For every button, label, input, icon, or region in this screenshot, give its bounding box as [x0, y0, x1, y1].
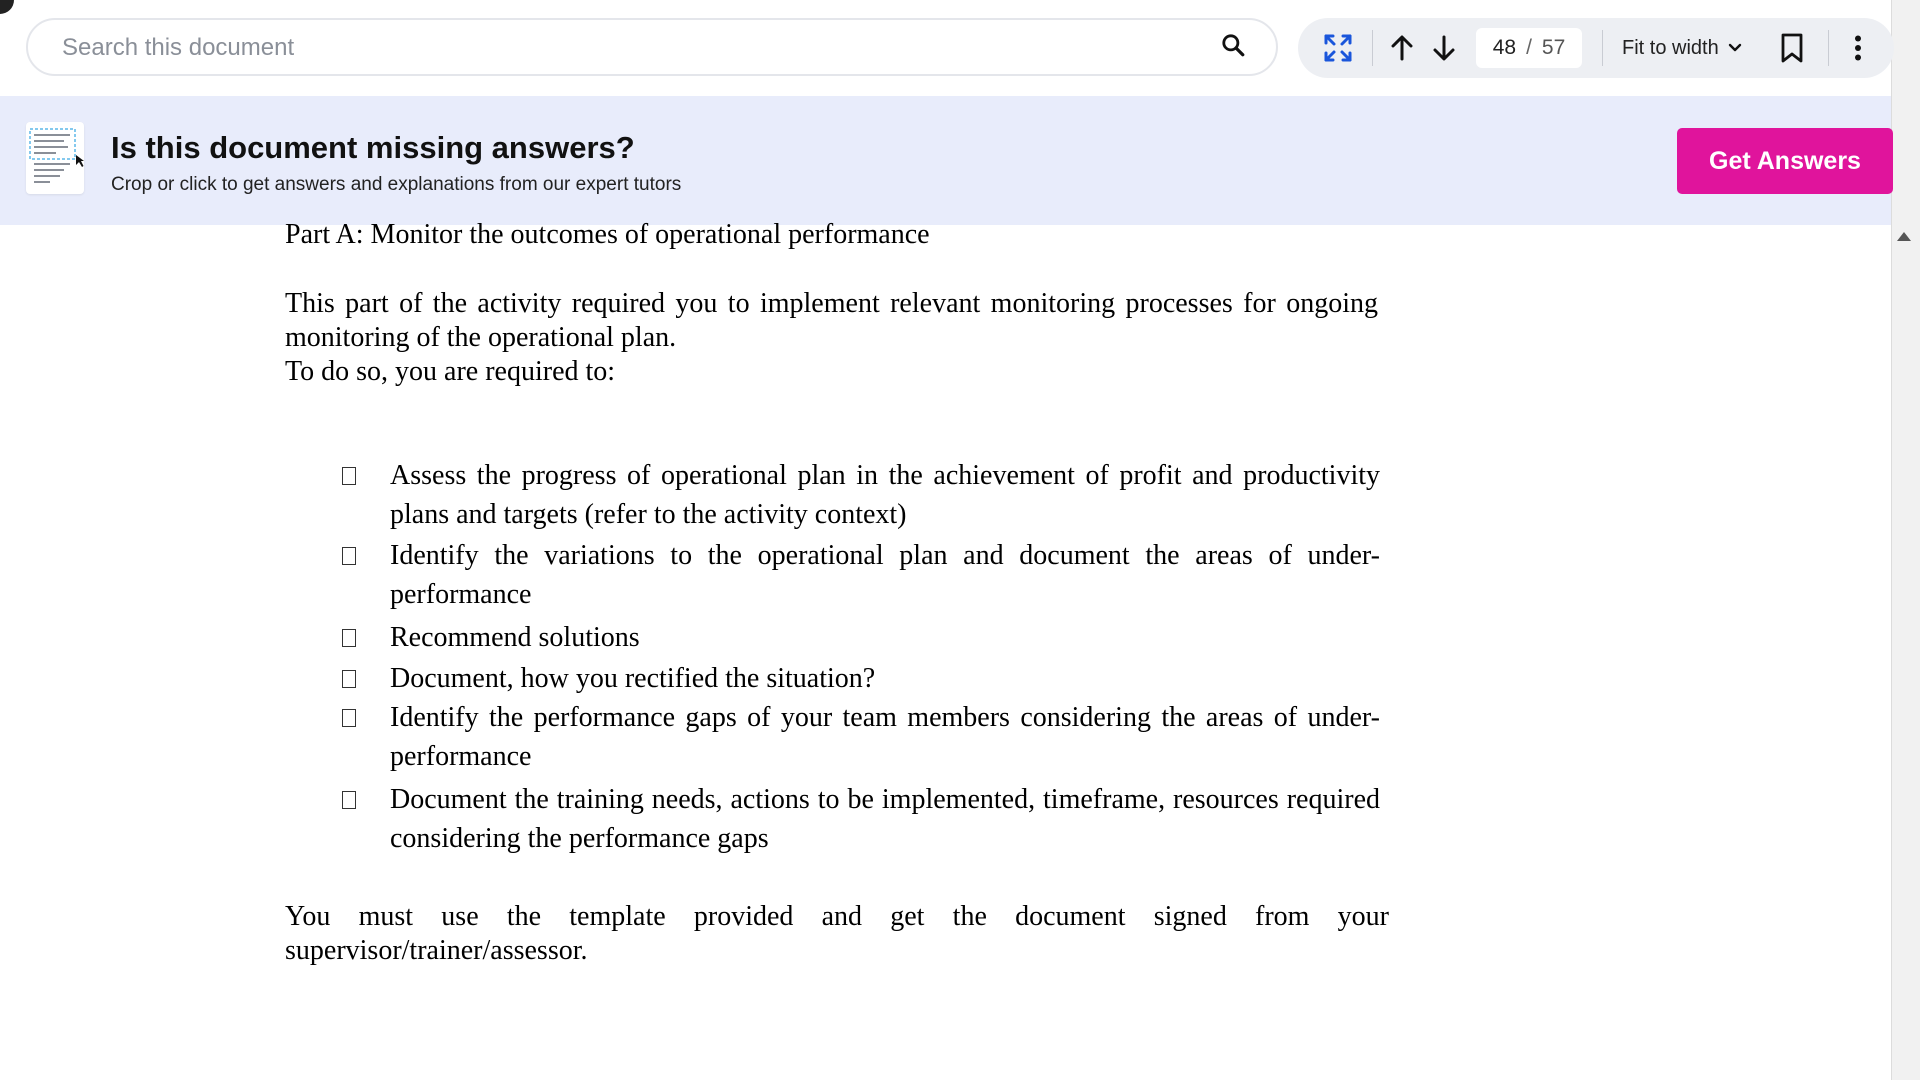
- list-item: Document, how you rectified the situation?: [390, 663, 876, 694]
- next-page-button[interactable]: [1424, 30, 1464, 66]
- bullet-box: [342, 791, 356, 809]
- previous-page-button[interactable]: [1382, 30, 1422, 66]
- chevron-down-icon: [1727, 42, 1743, 54]
- document-page: [0, 219, 1891, 1080]
- bullet-box: [342, 670, 356, 688]
- bullet-box: [342, 547, 356, 565]
- bookmark-button[interactable]: [1772, 28, 1812, 68]
- toolbar-divider: [1372, 30, 1373, 66]
- list-item: Recommend solutions: [390, 622, 640, 653]
- list-item: Identify the variations to the operational plan and document the areas of under-performance: [390, 540, 1380, 610]
- vertical-scrollbar[interactable]: [1891, 0, 1920, 1080]
- arrow-up-icon: [1389, 34, 1415, 62]
- bullet-box: [342, 629, 356, 647]
- list-item: Document the training needs, actions to be implemented, timeframe, resources required considering the performance gaps: [390, 784, 1380, 854]
- bullet-box: [342, 467, 356, 485]
- total-pages: 57: [1541, 36, 1566, 59]
- banner-title: Is this document missing answers?: [111, 130, 635, 165]
- bullet-box: [342, 709, 356, 727]
- more-options-button[interactable]: [1838, 28, 1878, 68]
- closing-paragraph: You must use the template provided and get the document signed from your supervisor/trainer/assessor.: [285, 901, 1389, 966]
- zoom-select-label: Fit to width: [1622, 36, 1719, 59]
- search-input[interactable]: [60, 28, 1184, 68]
- arrow-down-icon: [1431, 34, 1457, 62]
- current-page[interactable]: 48: [1492, 36, 1517, 59]
- missing-answers-banner: [0, 96, 1891, 225]
- bookmark-icon: [1779, 32, 1805, 64]
- search-icon[interactable]: [1220, 32, 1246, 58]
- intro-paragraph: This part of the activity required you to implement relevant monitoring processes for ongoing monitoring of the operational plan.: [285, 288, 1378, 353]
- more-vertical-icon: [1854, 35, 1862, 61]
- document-crop-icon: [26, 122, 84, 194]
- expand-icon: [1323, 33, 1353, 63]
- list-item: Identify the performance gaps of your team members considering the areas of under-performance: [390, 702, 1380, 772]
- viewer-controls: [1298, 18, 1894, 78]
- search-box[interactable]: [26, 18, 1278, 76]
- lead-paragraph: To do so, you are required to:: [285, 356, 616, 387]
- list-item: Assess the progress of operational plan in the achievement of profit and productivity plans and targets (refer to the activity context): [390, 460, 1380, 530]
- get-answers-button[interactable]: Get Answers: [1677, 128, 1893, 194]
- toolbar-divider: [1602, 30, 1603, 66]
- zoom-select[interactable]: [1622, 28, 1743, 68]
- page-number-field[interactable]: [1476, 28, 1582, 68]
- window-corner: [0, 0, 14, 14]
- top-toolbar: [0, 0, 1891, 96]
- fullscreen-button[interactable]: [1318, 30, 1358, 66]
- scroll-up-arrow-icon[interactable]: [1897, 232, 1911, 241]
- section-heading: Part A: Monitor the outcomes of operational performance: [285, 219, 930, 250]
- page-separator: /: [1526, 36, 1532, 59]
- toolbar-divider: [1828, 30, 1829, 66]
- banner-subtitle: Crop or click to get answers and explanations from our expert tutors: [111, 174, 682, 195]
